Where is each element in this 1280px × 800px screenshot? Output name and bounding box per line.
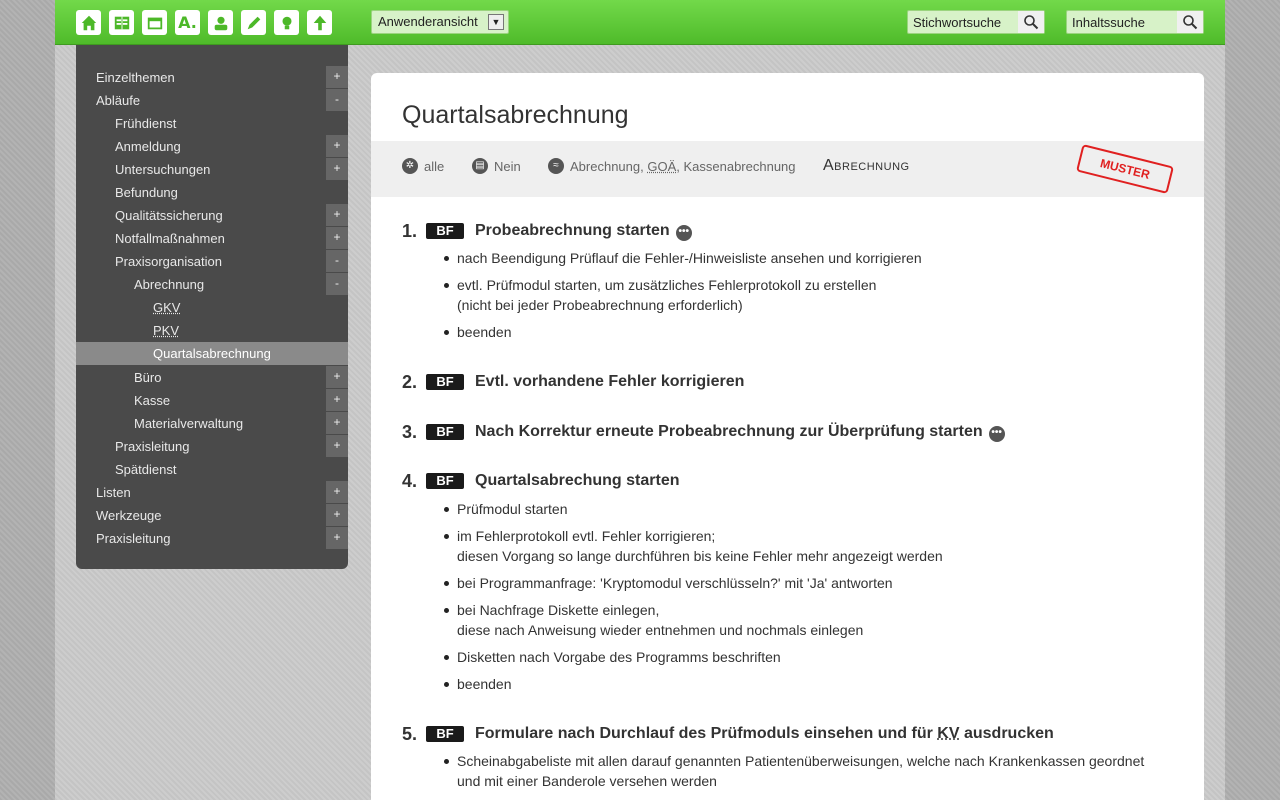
- sidebar-item-fruehdienst[interactable]: [76, 112, 348, 135]
- audience-icon: ✲: [402, 158, 418, 174]
- collapse-toggle[interactable]: -: [326, 273, 348, 295]
- pencil-icon[interactable]: [241, 10, 266, 35]
- keyword-search-input[interactable]: [907, 10, 1045, 34]
- sidebar-item-label: Qualitätssicherung: [115, 208, 223, 223]
- step-number: 3.: [402, 422, 418, 442]
- view-select[interactable]: [371, 10, 509, 34]
- step-number: 1.: [402, 221, 418, 241]
- step-number: 5.: [402, 724, 418, 744]
- step-1-bullets: [442, 248, 922, 349]
- step-title-text: Nach Korrektur erneute Probeabrechnung zur Überprüfung starten: [475, 423, 983, 440]
- sample-stamp: MUSTER: [1076, 144, 1174, 194]
- lightbulb-icon[interactable]: [274, 10, 299, 35]
- expand-toggle[interactable]: +: [326, 412, 348, 434]
- sidebar-item-ablaeufe[interactable]: [76, 89, 348, 112]
- tags-icon: ≈: [548, 158, 564, 174]
- step-title: [475, 222, 692, 241]
- sidebar-item-abrechnung[interactable]: [76, 273, 348, 296]
- sidebar-item-label: Quartalsabrechnung: [153, 346, 271, 361]
- expand-toggle[interactable]: +: [326, 366, 348, 388]
- content-search-input[interactable]: [1066, 10, 1204, 34]
- step-title: Evtl. vorhandene Fehler korrigieren: [475, 373, 745, 390]
- sidebar-item-label: Anmeldung: [115, 139, 181, 154]
- tags-meta: [548, 158, 796, 174]
- main-content: [371, 73, 1204, 800]
- sidebar-item-label: Abläufe: [96, 93, 141, 108]
- sidebar-item-untersuchungen[interactable]: [76, 158, 348, 181]
- list-item: beenden: [442, 322, 922, 342]
- expand-toggle[interactable]: +: [326, 435, 348, 457]
- tag-abrechnung[interactable]: Abrechnung,: [570, 158, 644, 174]
- sidebar-item-label: Praxisleitung: [96, 531, 171, 546]
- top-toolbar: [55, 0, 1225, 45]
- sidebar-item-label: Listen: [96, 485, 131, 500]
- sidebar-item-einzelthemen[interactable]: [76, 66, 348, 89]
- sidebar-item-label: Praxisorganisation: [115, 254, 222, 269]
- sidebar-item-label: Materialverwaltung: [134, 416, 244, 431]
- sidebar-item-buero[interactable]: [76, 366, 348, 389]
- expand-toggle[interactable]: +: [326, 389, 348, 411]
- sidebar-item-label: Abrechnung: [134, 277, 205, 292]
- sidebar-item-praxisleitung[interactable]: [76, 527, 348, 550]
- expand-toggle[interactable]: +: [326, 481, 348, 503]
- more-icon[interactable]: •••: [676, 225, 692, 241]
- step-5-bullets: [442, 751, 1144, 798]
- step-title: [475, 725, 1054, 743]
- expand-toggle[interactable]: +: [326, 204, 348, 226]
- list-item: Disketten nach Vorgabe des Programms beschriften: [442, 647, 943, 667]
- list-item: evtl. Prüfmodul starten, um zusätzliches Fehlerprotokoll zu erstellen (nicht bei jeder Probeabrechnung erforderlich): [442, 275, 922, 315]
- sidebar-item-label: Werkzeuge: [96, 508, 162, 523]
- step-4-bullets: [442, 499, 943, 701]
- bf-badge: BF: [426, 374, 464, 390]
- list-item: beenden: [442, 674, 943, 694]
- sidebar-item-praxisleitung-sub[interactable]: [76, 435, 348, 458]
- bf-badge: BF: [426, 726, 464, 742]
- tag-kassenabrechnung[interactable]: , Kassenabrechnung: [676, 158, 796, 174]
- content-search-placeholder: Inhaltssuche: [1072, 15, 1145, 30]
- expand-toggle[interactable]: +: [326, 135, 348, 157]
- search-icon[interactable]: [1177, 11, 1203, 33]
- sidebar-item-spaetdienst[interactable]: [76, 458, 348, 481]
- sidebar-item-pkv[interactable]: [76, 319, 348, 342]
- collapse-toggle[interactable]: -: [326, 89, 348, 111]
- list-item: bei Programmanfrage: 'Kryptomodul verschlüsseln?' mit 'Ja' antworten: [442, 573, 943, 593]
- sidebar-item-label: Praxisleitung: [115, 439, 190, 454]
- page-title: Quartalsabrechnung: [402, 101, 629, 129]
- page-frame: [55, 0, 1225, 800]
- user-icon[interactable]: [208, 10, 233, 35]
- category-label: Abrechnung: [823, 157, 910, 174]
- window-icon[interactable]: [142, 10, 167, 35]
- sidebar-item-kasse[interactable]: [76, 389, 348, 412]
- home-icon[interactable]: [76, 10, 101, 35]
- expand-toggle[interactable]: +: [326, 158, 348, 180]
- sidebar-item-notfallmassnahmen[interactable]: [76, 227, 348, 250]
- font-icon[interactable]: A.: [175, 10, 200, 35]
- sidebar-item-label: Spätdienst: [115, 462, 177, 477]
- sidebar-item-listen[interactable]: [76, 481, 348, 504]
- list-item: im Fehlerprotokoll evtl. Fehler korrigieren; diesen Vorgang so lange durchführen bis keine Fehler mehr angezeigt werden: [442, 526, 943, 566]
- kv-abbreviation: KV: [937, 725, 960, 742]
- sidebar-item-befundung[interactable]: [76, 181, 348, 204]
- tags-text: [570, 159, 796, 174]
- sidebar-item-quartalsabrechnung[interactable]: [76, 342, 348, 365]
- step-title: [475, 423, 1005, 442]
- book-icon[interactable]: [109, 10, 134, 35]
- arrow-up-icon[interactable]: [307, 10, 332, 35]
- expand-toggle[interactable]: +: [326, 504, 348, 526]
- list-item: Scheinabgabeliste mit allen darauf genannten Patientenüberweisungen, welche nach Krankenkassen geordnet und mit einer Banderole versehen werden: [442, 751, 1144, 791]
- list-item: bei Nachfrage Diskette einlegen, diese nach Anweisung wieder entnehmen und nochmals einlegen: [442, 600, 943, 640]
- expand-toggle[interactable]: +: [326, 227, 348, 249]
- step-number: 2.: [402, 372, 418, 392]
- audience-meta: [402, 158, 444, 174]
- list-item: nach Beendigung Prüflauf die Fehler-/Hinweisliste ansehen und korrigieren: [442, 248, 922, 268]
- step-title-text: Probeabrechnung starten: [475, 222, 670, 239]
- view-select-value: Anwenderansicht: [378, 14, 478, 29]
- sidebar-nav: [76, 45, 348, 569]
- step-title-text: ausdrucken: [959, 725, 1054, 742]
- search-icon[interactable]: [1018, 11, 1044, 33]
- sidebar-item-qualitaetssicherung[interactable]: [76, 204, 348, 227]
- bf-badge: BF: [426, 223, 464, 239]
- audience-value: alle: [424, 158, 445, 174]
- collapse-toggle[interactable]: -: [326, 250, 348, 272]
- list-item: Prüfmodul starten: [442, 499, 943, 519]
- sidebar-item-label: Frühdienst: [115, 116, 177, 131]
- sidebar-item-label: Einzelthemen: [96, 70, 175, 85]
- sidebar-item-label: PKV: [153, 323, 180, 338]
- chevron-down-icon[interactable]: ▼: [488, 14, 504, 30]
- sidebar-item-anmeldung[interactable]: [76, 135, 348, 158]
- print-value: Nein: [494, 158, 521, 174]
- keyword-search-placeholder: Stichwortsuche: [913, 15, 1002, 30]
- sidebar-item-label: Büro: [134, 370, 162, 385]
- step-number: 4.: [402, 471, 418, 491]
- expand-toggle[interactable]: +: [326, 527, 348, 549]
- print-meta: [472, 158, 521, 174]
- sidebar-item-gkv[interactable]: [76, 296, 348, 319]
- sidebar-item-label: GKV: [153, 300, 181, 315]
- expand-toggle[interactable]: +: [326, 66, 348, 88]
- sidebar-item-label: Kasse: [134, 393, 171, 408]
- step-title: Quartalsabrechung starten: [475, 472, 680, 489]
- step-title-text: Formulare nach Durchlauf des Prüfmoduls einsehen und für: [475, 725, 938, 742]
- tag-goae[interactable]: GOÄ: [647, 158, 677, 174]
- sidebar-item-materialverwaltung[interactable]: [76, 412, 348, 435]
- sidebar-item-werkzeuge[interactable]: [76, 504, 348, 527]
- sidebar-item-praxisorganisation[interactable]: [76, 250, 348, 273]
- sidebar-item-label: Befundung: [115, 185, 178, 200]
- bf-badge: BF: [426, 424, 464, 440]
- more-icon[interactable]: •••: [989, 426, 1005, 442]
- bf-badge: BF: [426, 473, 464, 489]
- sidebar-item-label: Notfallmaßnahmen: [115, 231, 225, 246]
- sidebar-item-label: Untersuchungen: [115, 162, 211, 177]
- print-icon: ▤: [472, 158, 488, 174]
